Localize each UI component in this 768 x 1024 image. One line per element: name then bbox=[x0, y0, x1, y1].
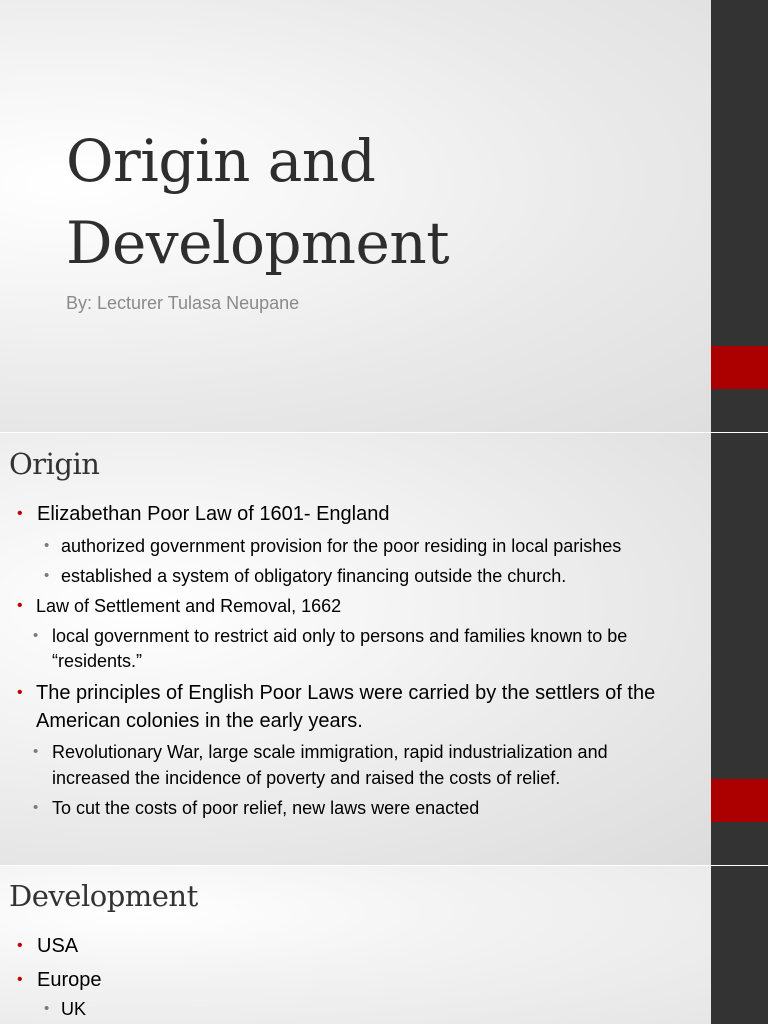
slide-sidebar bbox=[711, 433, 768, 865]
bullet-icon: • bbox=[33, 743, 39, 760]
section-title: Development bbox=[9, 879, 198, 913]
bullet-icon: • bbox=[44, 1000, 50, 1017]
bullet-icon: • bbox=[33, 627, 39, 644]
bullet-icon: • bbox=[44, 567, 50, 584]
slide-title-line-1: Origin and bbox=[66, 127, 376, 195]
slide-sidebar bbox=[711, 0, 768, 432]
origin-slide: Origin • Elizabethan Poor Law of 1601- England • authorized government provision for the poor residing in local parishes • established a system of obligatory financing outside the church. • Law of Settlement and Removal, 1662 • local government to restrict aid only to persons and families known to be “residents.” • The principles of English Poor Laws were carried by the settlers of the American colonies in the early years. • Revolutionary War, large scale immigration, rapid industrialization and increased the incidence of poverty and raised the costs of relief. • To cut the costs of poor relief, new laws were enacted bbox=[0, 433, 768, 865]
bullet-icon: • bbox=[33, 799, 39, 816]
bullet-icon: • bbox=[17, 505, 23, 522]
slide-title bbox=[66, 120, 449, 284]
sidebar-accent bbox=[711, 779, 768, 822]
slide-sidebar bbox=[711, 866, 768, 1024]
bullet-icon: • bbox=[17, 684, 23, 701]
bullet-icon: • bbox=[17, 937, 23, 954]
sidebar-accent bbox=[711, 346, 768, 389]
section-title: Origin bbox=[9, 447, 100, 481]
bullet-icon: • bbox=[17, 597, 23, 614]
bullet-icon: • bbox=[17, 971, 23, 988]
development-slide: Development • USA • Europe • UK bbox=[0, 866, 768, 1024]
slide-title-line-2: Development bbox=[66, 209, 449, 277]
bullet-icon: • bbox=[44, 537, 50, 554]
slide-subtitle: By: Lecturer Tulasa Neupane bbox=[66, 293, 300, 313]
title-slide bbox=[0, 0, 768, 432]
